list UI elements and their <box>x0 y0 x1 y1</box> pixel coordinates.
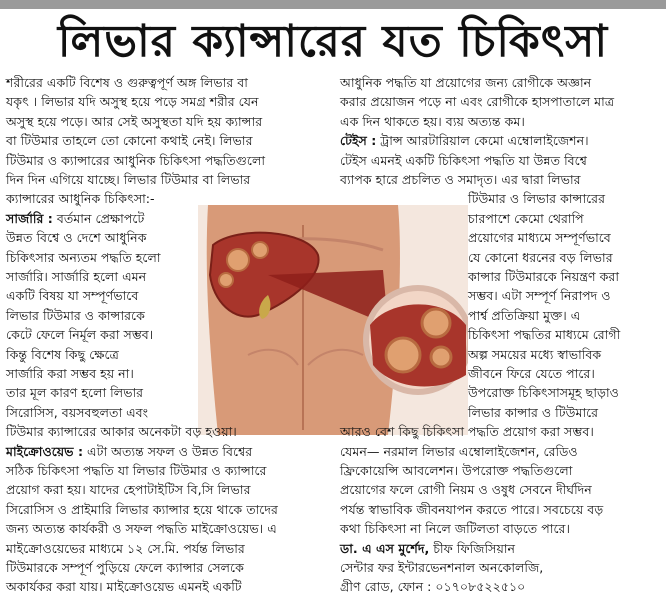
tumor-small-3 <box>219 273 233 287</box>
text-run: অসুস্থ হয়ে পড়ে। আর সেই অসুস্থতা যদি হয় ক্যান্সার <box>6 113 263 129</box>
text-run: বর্তমান প্রেক্ষাপটে <box>52 210 145 226</box>
right-col-line <box>340 93 614 110</box>
bold-run: টেইস : <box>340 133 377 149</box>
left-col-line <box>6 559 244 576</box>
text-run: ফ্রিকোয়েন্সি আবলেশন। উপরোক্ত পদ্ধতিগুলো <box>340 463 573 478</box>
text-run: টিউমার ক্যান্সারের আকার অনেকটা বড় হওয়া। <box>6 424 237 440</box>
right-col-line <box>340 501 603 518</box>
left-col-line <box>6 210 144 227</box>
text-run: মাইক্রোওয়েভের মাধ্যমে ১২ সে.মি. পর্যন্ত লিভার <box>6 540 245 556</box>
text-run: চিকিৎসার অন্যতম পদ্ধতি হলো <box>6 249 161 265</box>
text-run: উন্নত বিশ্বে ও দেশে আধুনিক <box>6 230 147 246</box>
left-col-line <box>6 152 265 169</box>
text-run: চারপাশে কেমো থেরাপি <box>468 210 584 226</box>
right-col-line <box>468 229 611 246</box>
right-col-line <box>340 559 543 576</box>
text-run: প্রয়োগ করা হয়। যাদের হেপাটাইটিস বি,সি লিভার <box>6 482 251 498</box>
text-run: সার্জারি। সার্জারি হলো এমন <box>6 269 147 284</box>
text-run: সম্ভব। এটা সম্পূর্ণ নিরাপদ ও <box>468 288 611 304</box>
left-col-line <box>6 578 242 595</box>
text-run: গ্রীণ রোড, ফোন : ০১৭০৮৫২২৫১০ <box>340 579 526 595</box>
text-run: প্রয়োগের মাধ্যমে সম্পূর্ণভাবে <box>468 230 611 246</box>
right-col-line <box>340 152 587 169</box>
text-run: উপরোক্ত চিকিৎসাসমূহ ছাড়াও <box>468 385 619 401</box>
text-run: শরীরের একটি বিশেষ ও গুরুত্বপূর্ণ অঙ্গ লিভার বা <box>6 75 248 90</box>
text-run: জন্য অত্যন্ত কার্যকরী ও সফল পদ্ধতি মাইক্রোওয়েভ। এ <box>6 521 277 537</box>
left-col-line <box>6 229 147 246</box>
right-col-line <box>468 190 605 207</box>
text-run: সেন্টার ফর ইন্টারভেনশনাল অনকোলজি, <box>340 560 544 575</box>
text-run: যেমন— নরমাল লিভার এম্বোলাইজেশন, রেডিও <box>340 443 578 459</box>
right-col-line <box>340 171 581 188</box>
text-run: লিভার কান্সার ও টিউমারে <box>468 404 599 420</box>
right-col-line <box>340 113 525 130</box>
text-run: প্রয়োগের ফলে রোগী নিয়ম ও ওষুধ সেবনে দীর্ঘদিন <box>340 482 592 498</box>
text-run: কেটে ফেলে নির্মূল করা সম্ভব। <box>6 327 154 343</box>
tumor-large-2 <box>422 309 450 337</box>
text-run: দিন দিন এগিয়ে যাচ্ছে। লিভার টিউমার বা লিভার <box>6 172 251 187</box>
text-run: আরও বেশ কিছু চিকিৎসা পদ্ধতি প্রয়োগ করা সম্ভব। <box>340 424 594 440</box>
right-col-line <box>340 132 589 149</box>
tumor-large-3 <box>431 347 451 367</box>
text-run: টেইস এমনই একটি চিকিৎসা পদ্ধতি যা উন্নত বিশ্বে <box>340 152 587 168</box>
text-run: অকার্যকর করা যায়। মাইক্রোওয়েভ এমনই একটি <box>6 579 242 595</box>
text-run: করার প্রয়োজন পড়ে না এবং রোগীকে হাসপাতালে মাত্র <box>340 94 615 110</box>
right-col-line <box>340 462 572 479</box>
liver-tumor-illustration <box>198 205 468 435</box>
right-col-line <box>468 404 598 421</box>
text-run: সিরোসিস, বয়সবহুলতা এবং <box>6 404 149 420</box>
bold-run: মাইক্রোওয়েভ : <box>6 443 83 459</box>
text-run: এক দিন থাকতে হয়। ব্যয় অত্যন্ত কম। <box>340 113 525 129</box>
left-col-line <box>6 462 266 479</box>
right-col-line <box>340 540 515 557</box>
text-run: সার্জারি করা সম্ভব হয় না। <box>6 366 134 381</box>
bold-run: সার্জারি : <box>6 210 53 226</box>
text-run: আধুনিক পদ্ধতি যা প্রয়োগের জন্য রোগীকে অজ্ঞান <box>340 75 592 90</box>
left-col-line <box>6 423 237 440</box>
right-col-line <box>340 423 594 440</box>
right-col-line <box>468 287 611 304</box>
text-run: কথা চিকিৎসা না নিলে জটিলতা বাড়তে পারে। <box>340 521 570 537</box>
text-run: ব্যাপক হারে প্রচলিত ও সমাদৃত। এর দ্বারা লিভার <box>340 172 581 187</box>
left-col-line <box>6 346 119 363</box>
left-col-line <box>6 307 145 324</box>
text-run: সঠিক চিকিৎসা পদ্ধতি যা লিভার টিউমার ও ক্যান্সারে <box>6 463 267 478</box>
headline: লিভার ক্যান্সারের যত চিকিৎসা <box>57 16 609 67</box>
right-col-line <box>468 326 620 343</box>
text-run: টিউমার ও ক্যান্সারের আধুনিক চিকিৎসা পদ্ধতিগুলো <box>6 152 266 168</box>
left-col-line <box>6 520 277 537</box>
right-col-line <box>340 481 592 498</box>
text-run: বা টিউমার তাহলে তো কোনো কথাই নেই। লিভার <box>6 133 253 149</box>
text-run: তার মূল কারণ হলো লিভার <box>6 385 144 401</box>
left-col-line <box>6 365 134 382</box>
left-col-line <box>6 540 245 557</box>
text-run: অল্প সময়ের মধ্যে স্বাভাবিক <box>468 346 602 362</box>
right-col-line <box>340 74 591 91</box>
right-col-line <box>468 365 595 382</box>
text-run: টিউমার ও লিভার কান্সারের <box>468 191 606 207</box>
text-run: টিউমারকে সম্পূর্ণ পুড়িয়ে ফেলে ক্যান্সার সেলকে <box>6 560 244 575</box>
left-col-line <box>6 132 253 149</box>
text-run: চিকিৎসা পদ্ধতির মাধ্যমে রোগী <box>468 327 621 343</box>
right-col-line <box>468 384 619 401</box>
text-run: কান্সার টিউমারকে নিয়ন্ত্রণ করা <box>468 269 619 284</box>
right-col-line <box>468 249 613 266</box>
right-col-line <box>340 578 525 595</box>
left-col-line <box>6 287 138 304</box>
text-run: যকৃৎ । লিভার যদি অসুস্থ হয়ে পড়ে সমগ্র শরীর যেন <box>6 94 259 110</box>
right-col-line <box>468 210 584 227</box>
right-col-line <box>468 346 601 363</box>
text-run: ট্রান্স আরটারিয়াল কেমো এম্বোলাইজেশন। <box>376 133 589 149</box>
left-col-line <box>6 326 153 343</box>
left-col-line <box>6 481 251 498</box>
right-col-line <box>340 520 570 537</box>
left-col-line <box>6 171 250 188</box>
text-run: চীফ ফিজিসিয়ান <box>429 540 516 556</box>
text-run: লিভার টিউমার ও কান্সারকে <box>6 307 145 323</box>
text-run: জীবনে ফিরে যেতে পারে। <box>468 366 595 381</box>
right-col-line <box>340 443 578 460</box>
text-run: পার্শ্ব প্রতিক্রিয়া মুক্ত। এ <box>468 307 581 323</box>
text-run: ক্যান্সারের আধুনিক চিকিৎসা:- <box>6 191 155 207</box>
text-run: সিরোসিস ও প্রাইমারি লিভার ক্যান্সার হয়ে থাকে তাদের <box>6 501 278 517</box>
right-col-line <box>468 268 619 285</box>
tumor-small-2 <box>252 242 268 258</box>
text-run: এটা অত্যন্ত সফল ও উন্নত বিশ্বের <box>83 443 253 459</box>
left-col-line <box>6 113 262 130</box>
left-col-line <box>6 443 252 460</box>
left-col-line <box>6 501 278 518</box>
left-col-line <box>6 268 146 285</box>
tumor-large-1 <box>386 338 420 372</box>
right-col-line <box>468 307 580 324</box>
top-rule <box>0 0 666 9</box>
left-col-line <box>6 384 143 401</box>
text-run: পর্যন্ত স্বাভাবিক জীবনযাপন করতে পারে। সবচেয়ে বড় <box>340 501 604 517</box>
left-col-line <box>6 404 148 421</box>
text-run: যে কোনো ধরনের বড় লিভার <box>468 249 613 265</box>
text-run: একটি বিষয় যা সম্পূর্ণভাবে <box>6 288 139 304</box>
left-col-line <box>6 74 248 91</box>
left-col-line <box>6 93 259 110</box>
bold-run: ডা. এ এস মুর্শেদ, <box>340 540 430 556</box>
left-col-line <box>6 190 155 207</box>
tumor-small-1 <box>227 249 249 271</box>
left-col-line <box>6 249 161 266</box>
text-run: কিন্তু বিশেষ কিছু ক্ষেত্রে <box>6 346 119 362</box>
